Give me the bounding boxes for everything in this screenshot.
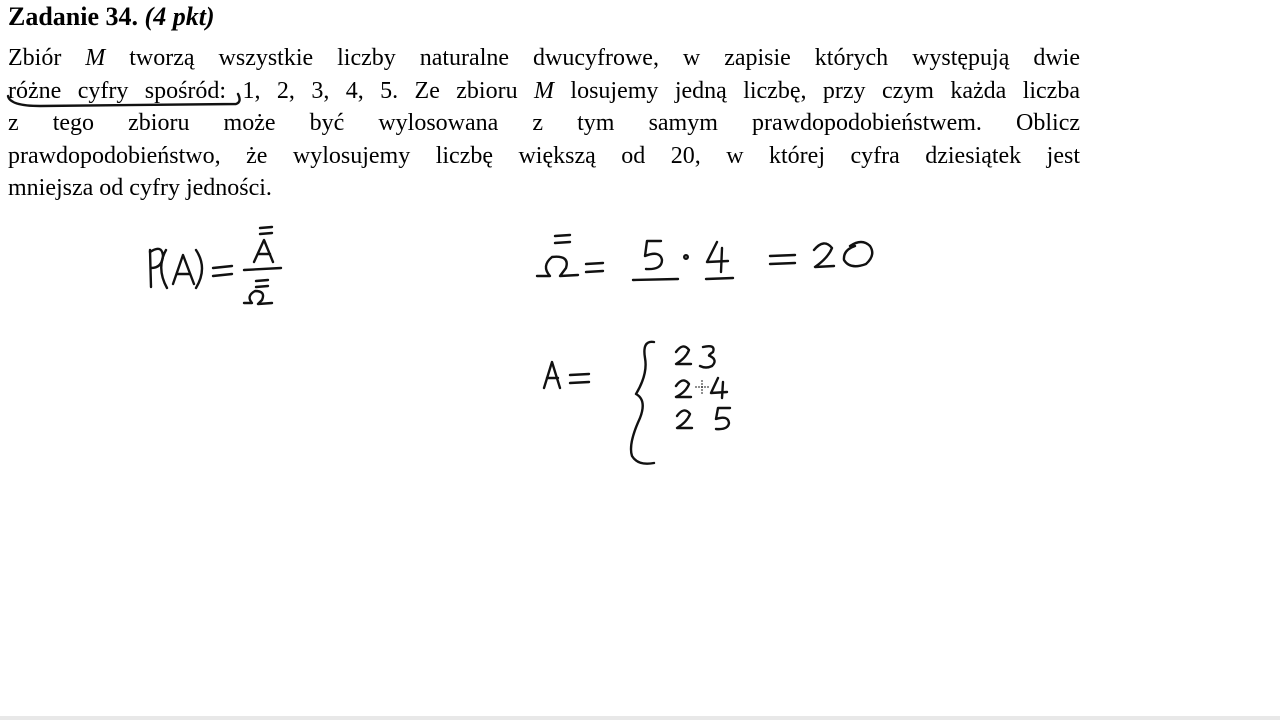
underline-annotation xyxy=(8,94,240,106)
problem-line-3: z tego zbioru może być wylosowana z tym samym prawdopodobieństwem. Oblicz xyxy=(8,110,1080,136)
probability-formula-ink xyxy=(150,227,281,304)
bottom-edge xyxy=(0,716,1280,720)
problem-points: (4 pkt) xyxy=(144,2,215,31)
problem-line-1: Zbiór M tworzą wszystkie liczby naturalne dwucyfrowe, w zapisie których występują dwie xyxy=(8,45,1080,71)
problem-line-4: prawdopodobieństwo, że wylosujemy liczbę większą od 20, w której cyfra dziesiątek jest xyxy=(8,142,1080,169)
set-a-ink xyxy=(544,342,730,464)
crosshair-cursor-icon xyxy=(695,380,709,394)
problem-line-5: mniejsza od cyfry jedności. xyxy=(8,175,272,201)
problem-title: Zadanie 34. xyxy=(8,2,139,31)
omega-count-ink xyxy=(537,235,872,280)
problem-line-2: różne cyfry spośród: 1, 2, 3, 4, 5. Ze zbioru M losujemy jedną liczbę, przy czym każda liczba xyxy=(8,77,1080,104)
